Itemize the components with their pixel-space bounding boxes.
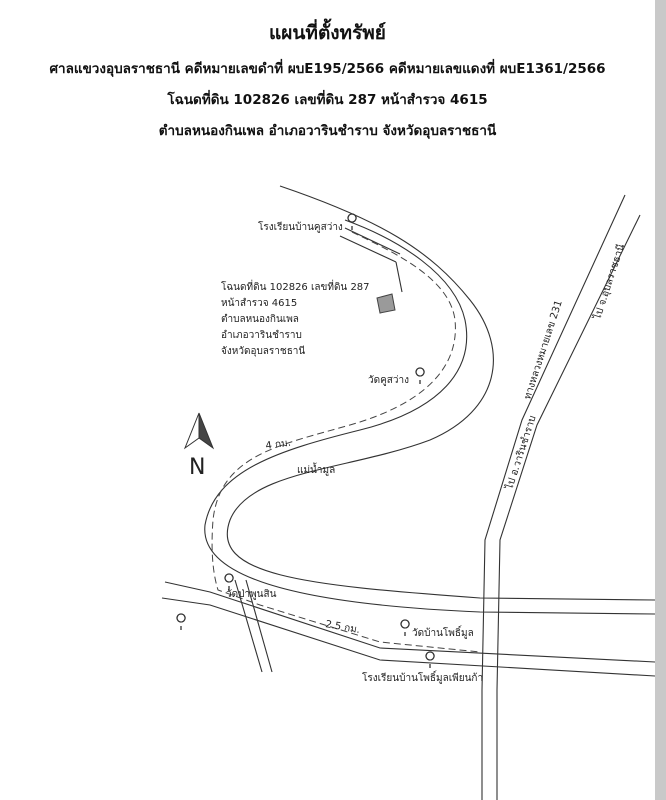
highway-231-right [497,215,640,800]
property-label-2: หน้าสำรวจ 4615 [221,298,298,309]
case-line: ศาลแขวงอุบลราชธานี คดีหมายเลขดำที่ ผบE195/2566 คดีหมายเลขแดงที่ ผบE1361/2566 [49,61,606,77]
road-south-bottom [162,598,655,676]
location-pin-icon [401,620,409,636]
distance-north-label: 4 กม. [264,437,292,452]
location-pin-icon [416,368,424,384]
river-label: แม่น้ำมูล [297,465,336,476]
location-line: ตำบลหนองกินเพล อำเภอวารินชำราบ จังหวัดอุบลราชธานี [158,123,497,139]
highway-label: ทางหลวงหมายเลข 231 [522,298,565,401]
north-arrow-icon [185,413,213,448]
to-warin-label: ไป อ.วารินชำราบ [504,414,539,491]
north-letter: N [189,455,206,480]
wat-pho-si-mun-label: วัดบ้านโพธิ์มูล [412,628,474,639]
distance-south-label: 2.5 กม. [324,619,361,637]
property-label-4: อำเภอวารินชำราบ [221,330,302,341]
property-label-5: จังหวัดอุบลราชธานี [221,346,306,357]
property-label-3: ตำบลหนองกินเพล [221,314,299,325]
scrollbar-edge [655,0,666,800]
location-pin-icon [225,574,233,590]
location-pin-icon [177,614,185,630]
deed-line: โฉนดที่ดิน 102826 เลขที่ดิน 287 หน้าสำรวจ 4615 [167,92,488,108]
page-title: แผนที่ตั้งทรัพย์ [269,22,386,44]
river-bank-inner [205,220,655,614]
school-khu-sawang-label: โรงเรียนบ้านคูสว่าง [258,222,343,233]
wat-pa-phu-sin-label: วัดป่าพูนสิน [226,589,277,600]
to-ubon-label: ไป จ.อุบลราชธานี [592,242,628,321]
access-road-c [396,262,402,292]
river-bank-outer [227,186,655,600]
location-pin-icon [426,652,434,668]
wat-khu-sawang-label: วัดคูสว่าง [368,375,410,386]
property-label-1: โฉนดที่ดิน 102826 เลขที่ดิน 287 [221,282,370,293]
school-pho-si-mun-label: โรงเรียนบ้านโพธิ์มูลเพียนก้า [362,673,484,684]
property-parcel [377,294,395,313]
